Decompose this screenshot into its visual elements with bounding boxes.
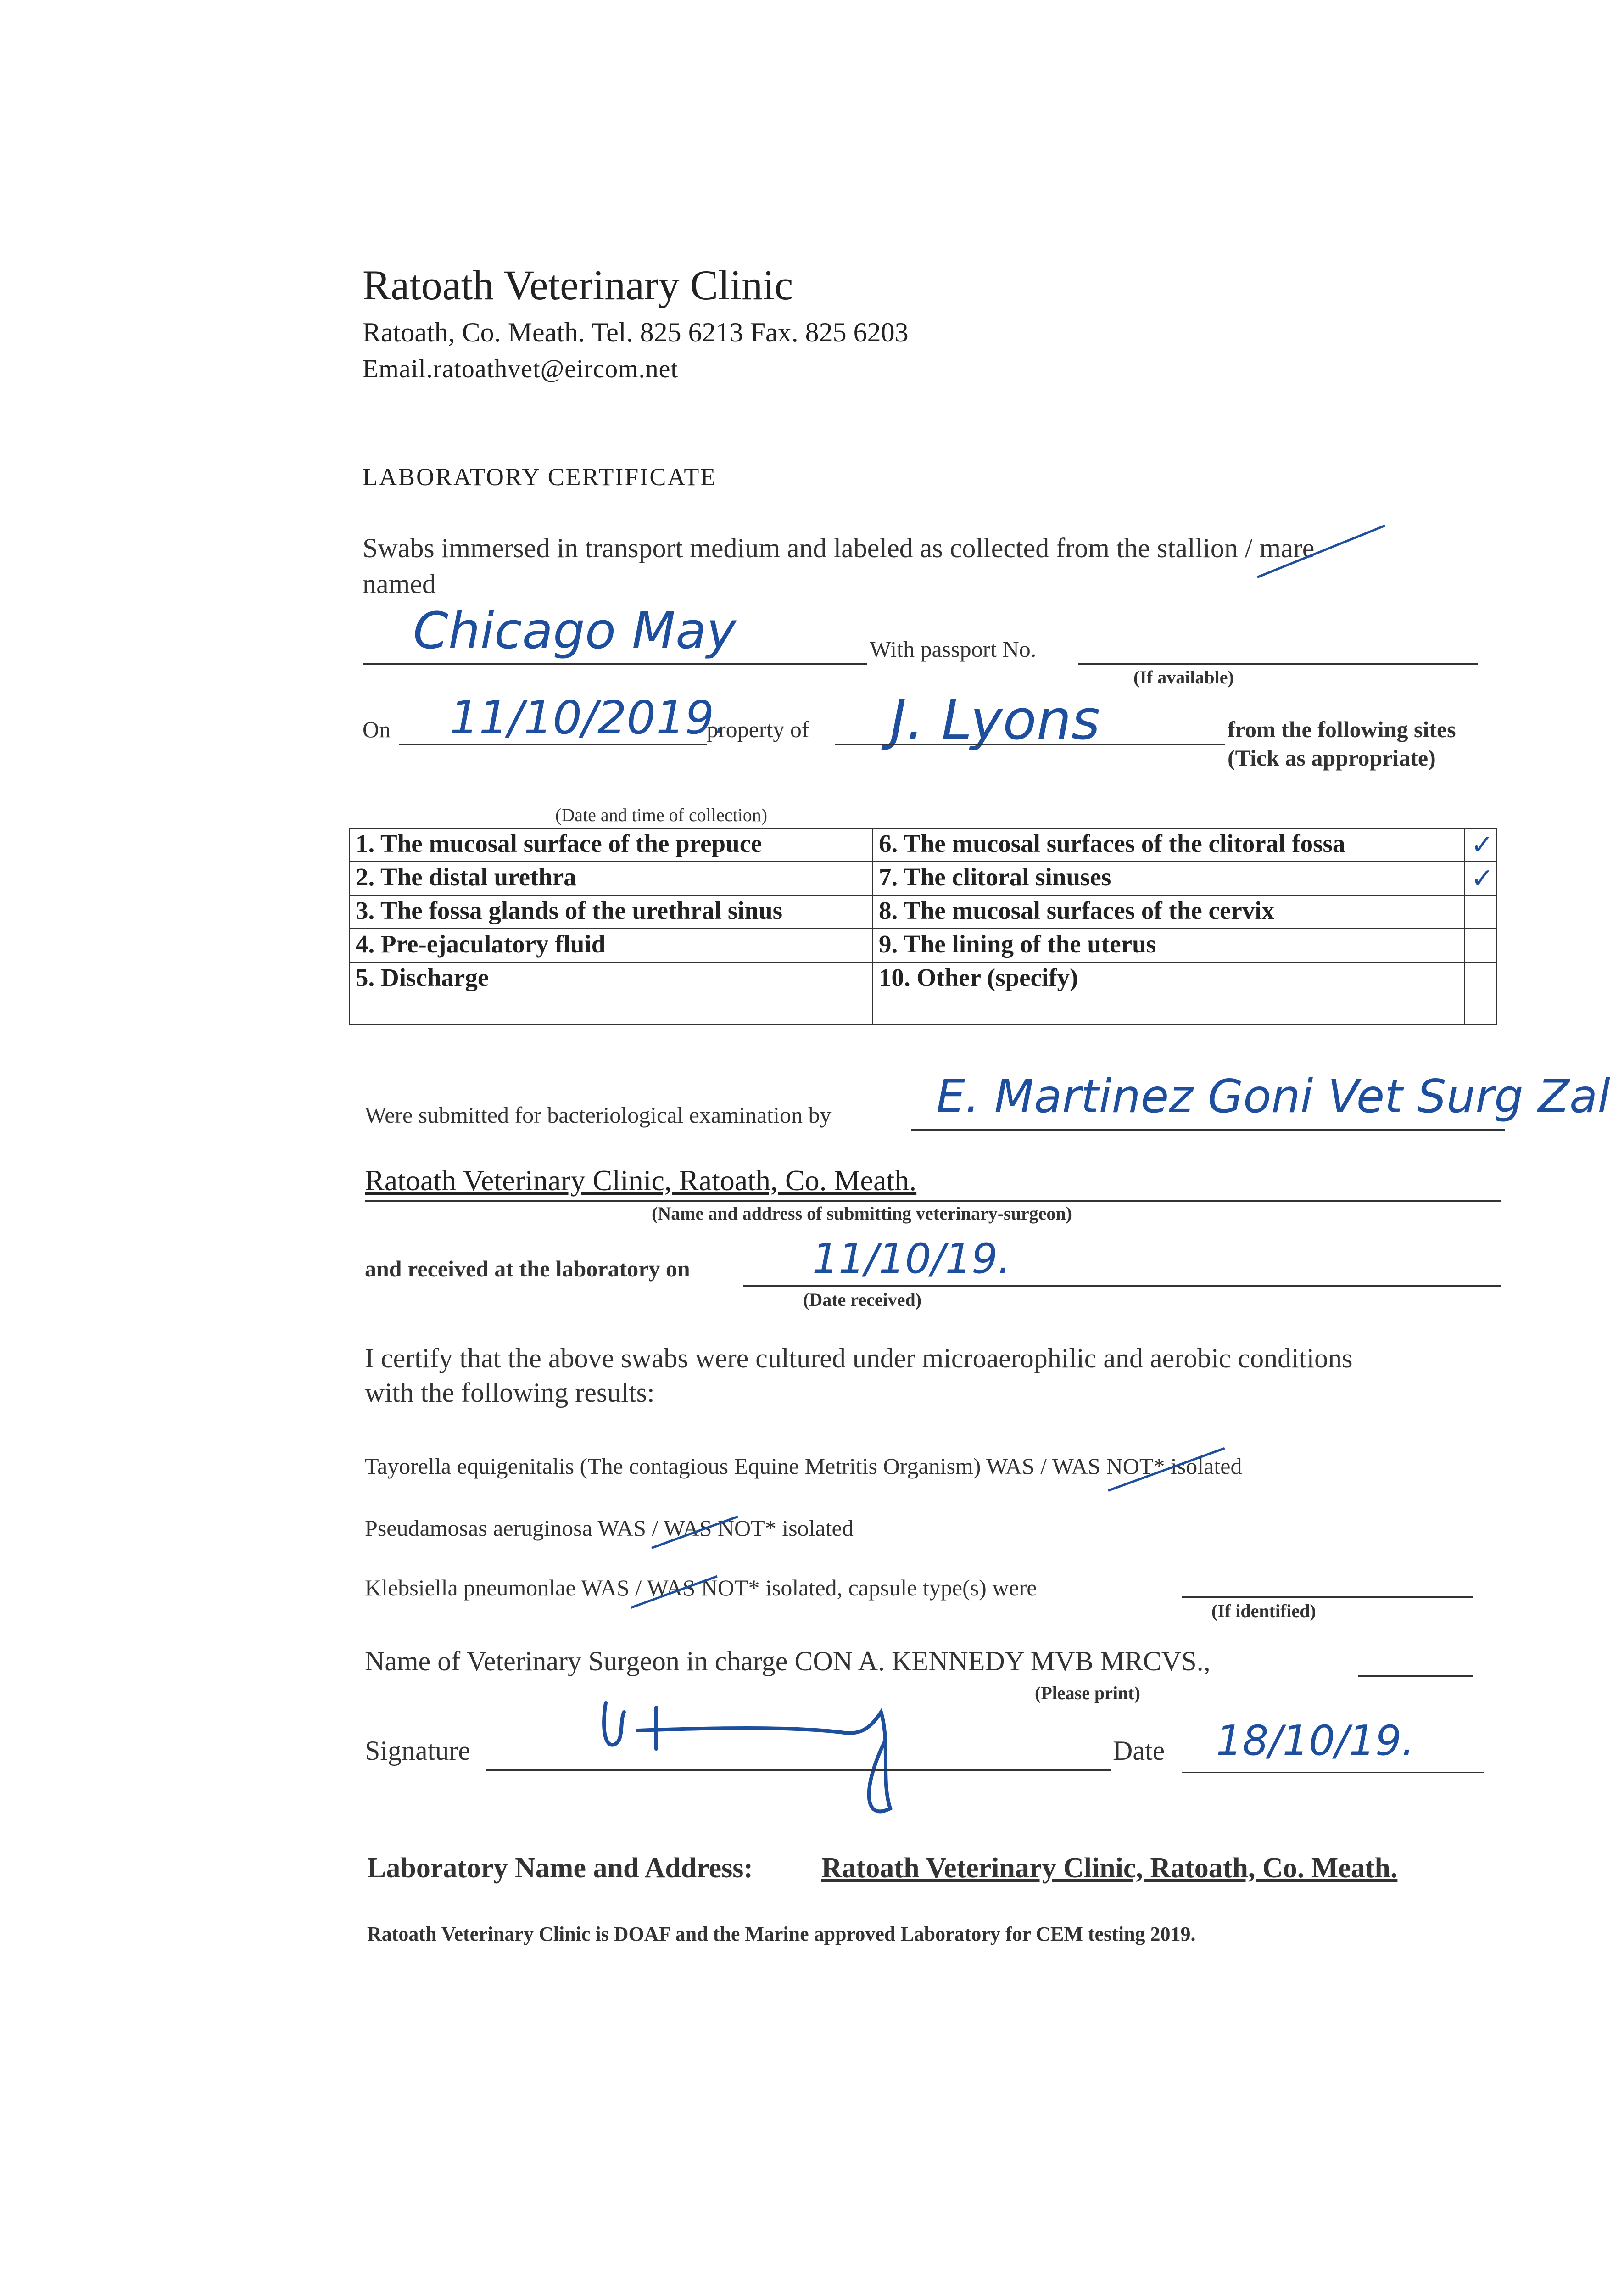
result-klebsiella: Klebsiella pneumonlae WAS / WAS NOT* isolated, capsule type(s) were	[365, 1575, 1037, 1601]
collection-sites-table	[349, 828, 1497, 1025]
site-cell: 10. Other (specify)	[873, 963, 1465, 1024]
result-pseudomonas: Pseudamosas aeruginosa WAS / WAS NOT* isolated	[365, 1515, 854, 1541]
submitting-address: Ratoath Veterinary Clinic, Ratoath, Co. Meath.	[365, 1164, 917, 1197]
tick-cell[interactable]	[1465, 896, 1497, 929]
certify-line-1: I certify that the above swabs were cultured under microaerophilic and aerobic conditions	[365, 1343, 1353, 1373]
site-cell: 5. Discharge	[350, 963, 873, 1024]
tick-cell[interactable]	[1465, 963, 1497, 1024]
sites-label: from the following sites	[1228, 716, 1456, 742]
certificate-title: LABORATORY CERTIFICATE	[363, 463, 717, 491]
submitted-by-handwritten: E. Martinez Goni Vet Surg Zal	[936, 1069, 1611, 1123]
submitted-by-label: Were submitted for bacteriological examination by	[365, 1102, 832, 1128]
table-row	[350, 828, 1497, 862]
tick-cell[interactable]	[1465, 862, 1497, 896]
horse-name-line	[363, 663, 867, 665]
date-label: Date	[1113, 1735, 1165, 1766]
signature-line	[486, 1769, 1111, 1771]
owner-handwritten: J. Lyons	[890, 688, 1100, 752]
site-cell: 2. The distal urethra	[350, 862, 873, 896]
tick-cell[interactable]	[1465, 828, 1497, 862]
table-row	[350, 896, 1497, 929]
passport-line	[1078, 663, 1478, 665]
clinic-name: Ratoath Veterinary Clinic	[363, 262, 793, 308]
date-time-hint: (Date and time of collection)	[555, 805, 768, 825]
tick-mark: ✓	[1471, 862, 1494, 895]
tick-instructions: (Tick as appropriate)	[1228, 745, 1436, 771]
clinic-address: Ratoath, Co. Meath. Tel. 825 6213 Fax. 825 6203	[363, 317, 909, 347]
surgeon-name-line	[1358, 1675, 1473, 1677]
site-cell: 3. The fossa glands of the urethral sinus	[350, 896, 873, 929]
signature-date-handwritten: 18/10/19.	[1216, 1717, 1415, 1765]
submitted-by-line	[911, 1129, 1505, 1131]
site-cell: 8. The mucosal surfaces of the cervix	[873, 896, 1465, 929]
site-cell: 9. The lining of the uterus	[873, 929, 1465, 963]
clinic-email: Email.ratoathvet@eircom.net	[363, 355, 679, 383]
laboratory-value: Ratoath Veterinary Clinic, Ratoath, Co. Meath.	[821, 1853, 1398, 1884]
collection-date-line	[399, 744, 707, 745]
capsule-type-hint: (If identified)	[1211, 1601, 1316, 1621]
submitting-address-line	[365, 1200, 1501, 1202]
received-date-handwritten: 11/10/19.	[812, 1235, 1011, 1283]
site-cell: 1. The mucosal surface of the prepuce	[350, 828, 873, 862]
signature-label: Signature	[365, 1735, 470, 1766]
signature-date-line	[1182, 1772, 1484, 1773]
intro-line-1: Swabs immersed in transport medium and labeled as collected from the stallion / mare	[363, 533, 1315, 563]
received-date-hint: (Date received)	[803, 1289, 922, 1310]
owner-line	[835, 744, 1225, 745]
surgeon-name: Name of Veterinary Surgeon in charge CON A. KENNEDY MVB MRCVS.,	[365, 1646, 1211, 1676]
table-row	[350, 862, 1497, 896]
table-row	[350, 929, 1497, 963]
received-label: and received at the laboratory on	[365, 1256, 690, 1282]
site-cell: 4. Pre-ejaculatory fluid	[350, 929, 873, 963]
certify-line-2: with the following results:	[365, 1377, 655, 1408]
collection-date-handwritten: 11/10/2019.	[450, 691, 729, 744]
intro-line-2: named	[363, 569, 436, 599]
table-row	[350, 963, 1497, 1024]
site-cell: 7. The clitoral sinuses	[873, 862, 1465, 896]
laboratory-label: Laboratory Name and Address:	[367, 1853, 753, 1884]
on-label: On	[363, 716, 391, 742]
approval-footer: Ratoath Veterinary Clinic is DOAF and the Marine approved Laboratory for CEM testing 2019.	[367, 1923, 1196, 1945]
tick-mark: ✓	[1471, 829, 1494, 861]
property-label: property of	[707, 716, 809, 742]
capsule-type-line	[1182, 1596, 1473, 1598]
result-taylorella: Tayorella equigenitalis (The contagious Equine Metritis Organism) WAS / WAS NOT* isolated	[365, 1453, 1242, 1479]
passport-label: With passport No.	[870, 636, 1037, 662]
surgeon-name-hint: (Please print)	[1035, 1683, 1140, 1703]
passport-hint: (If available)	[1133, 667, 1234, 688]
site-cell: 6. The mucosal surfaces of the clitoral fossa	[873, 828, 1465, 862]
tick-cell[interactable]	[1465, 929, 1497, 963]
received-date-line	[743, 1285, 1501, 1287]
horse-name-handwritten: Chicago May	[413, 601, 737, 660]
submitting-address-hint: (Name and address of submitting veterinary-surgeon)	[652, 1203, 1072, 1224]
signature-drawing	[587, 1685, 991, 1822]
